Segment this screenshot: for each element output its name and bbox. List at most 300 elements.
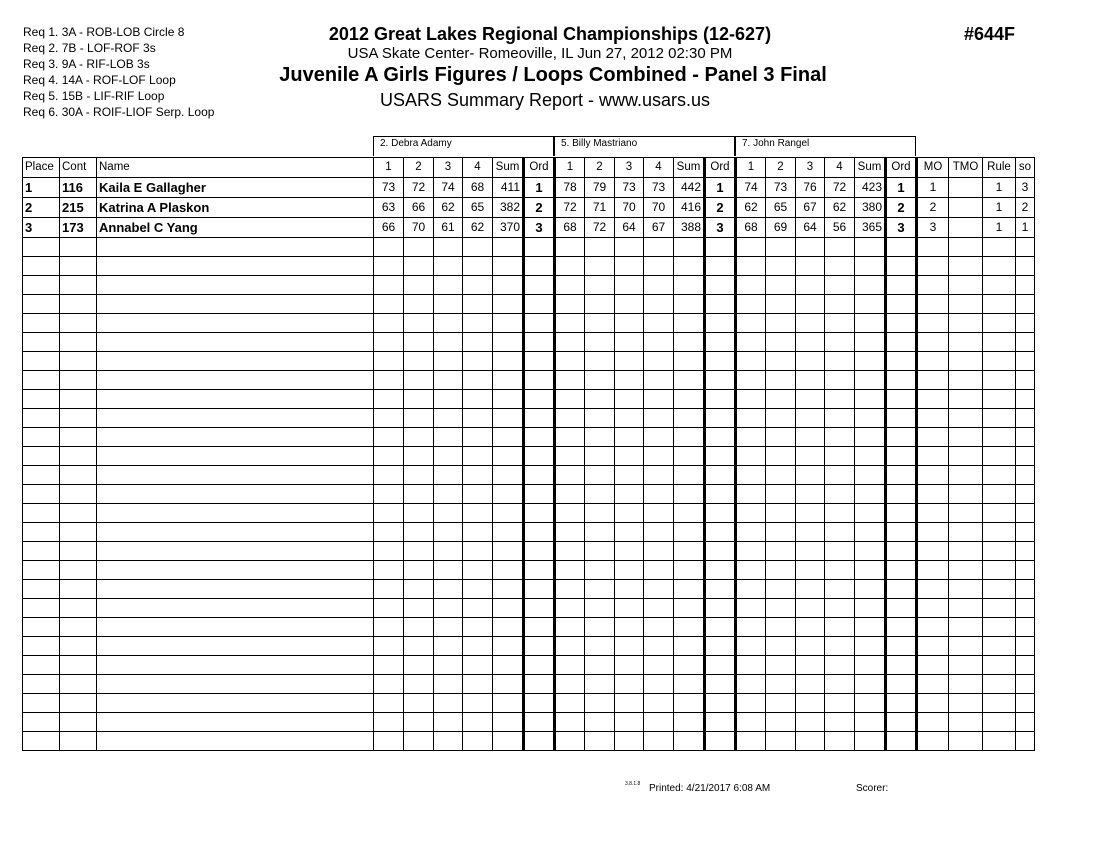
table-cell: [736, 409, 766, 428]
table-cell: [493, 352, 524, 371]
table-cell: [1016, 276, 1035, 295]
table-cell: [949, 295, 983, 314]
table-cell: [555, 390, 585, 409]
table-cell: 1: [886, 178, 917, 198]
table-cell: [524, 694, 555, 713]
table-cell: [796, 618, 825, 637]
table-cell: [736, 580, 766, 599]
table-cell: 416: [674, 198, 705, 218]
table-cell: [983, 390, 1016, 409]
table-cell: [736, 656, 766, 675]
table-cell: [23, 295, 60, 314]
table-cell: [766, 485, 796, 504]
table-cell: [949, 580, 983, 599]
table-cell: [796, 447, 825, 466]
table-cell: [705, 371, 736, 390]
table-cell: [585, 561, 615, 580]
table-cell: [463, 238, 493, 257]
table-cell: [855, 352, 886, 371]
table-cell: [97, 390, 374, 409]
table-row: [23, 656, 1035, 675]
table-cell: [463, 694, 493, 713]
table-cell: [674, 504, 705, 523]
table-cell: [705, 428, 736, 447]
table-cell: [825, 523, 855, 542]
table-cell: [886, 580, 917, 599]
table-cell: 73: [615, 178, 644, 198]
table-cell: [97, 333, 374, 352]
table-row: [23, 466, 1035, 485]
column-header: 2: [766, 158, 796, 178]
table-cell: 72: [404, 178, 434, 198]
table-cell: [705, 485, 736, 504]
table-cell: [555, 504, 585, 523]
judge-header-3: 7. John Rangel: [735, 136, 916, 156]
table-cell: [674, 409, 705, 428]
table-cell: [917, 485, 949, 504]
table-row: [23, 428, 1035, 447]
table-cell: [886, 333, 917, 352]
table-cell: [855, 257, 886, 276]
table-cell: [766, 238, 796, 257]
table-cell: [644, 599, 674, 618]
table-cell: [434, 276, 463, 295]
table-cell: [644, 295, 674, 314]
table-cell: [674, 257, 705, 276]
table-cell: [97, 352, 374, 371]
table-cell: [983, 485, 1016, 504]
table-cell: [60, 561, 97, 580]
table-cell: [493, 485, 524, 504]
table-cell: [97, 295, 374, 314]
table-cell: [886, 599, 917, 618]
table-cell: [615, 713, 644, 732]
table-cell: 1: [983, 218, 1016, 238]
table-cell: [524, 447, 555, 466]
table-cell: [615, 409, 644, 428]
table-cell: [434, 428, 463, 447]
table-cell: [855, 466, 886, 485]
column-header: 4: [463, 158, 493, 178]
table-cell: [705, 295, 736, 314]
table-cell: 411: [493, 178, 524, 198]
table-cell: [555, 352, 585, 371]
table-cell: [60, 238, 97, 257]
table-cell: [524, 504, 555, 523]
table-cell: [736, 447, 766, 466]
table-cell: [705, 713, 736, 732]
table-cell: 388: [674, 218, 705, 238]
table-cell: [60, 599, 97, 618]
table-cell: [615, 428, 644, 447]
table-row: [23, 523, 1035, 542]
table-cell: [644, 409, 674, 428]
column-header: 3: [796, 158, 825, 178]
table-cell: [644, 694, 674, 713]
table-cell: [97, 523, 374, 542]
table-cell: [917, 466, 949, 485]
table-cell: 3: [524, 218, 555, 238]
table-cell: [949, 542, 983, 561]
table-row: [23, 178, 1035, 198]
requirements-list: [23, 24, 214, 120]
table-cell: [1016, 390, 1035, 409]
table-cell: [855, 428, 886, 447]
table-cell: [374, 713, 404, 732]
table-cell: 67: [796, 198, 825, 218]
table-cell: [463, 371, 493, 390]
table-cell: [1016, 694, 1035, 713]
table-cell: [23, 238, 60, 257]
table-cell: [825, 637, 855, 656]
table-cell: 69: [766, 218, 796, 238]
table-cell: [23, 371, 60, 390]
column-header: 3: [615, 158, 644, 178]
table-cell: [434, 238, 463, 257]
table-cell: [374, 618, 404, 637]
table-cell: [1016, 333, 1035, 352]
table-cell: [917, 257, 949, 276]
table-cell: [60, 428, 97, 447]
table-cell: [917, 390, 949, 409]
table-cell: [674, 580, 705, 599]
table-cell: [404, 656, 434, 675]
table-cell: [493, 732, 524, 751]
table-cell: [983, 675, 1016, 694]
table-cell: [97, 618, 374, 637]
table-cell: [555, 447, 585, 466]
table-cell: [825, 656, 855, 675]
table-cell: [736, 257, 766, 276]
table-cell: [825, 599, 855, 618]
table-cell: [493, 713, 524, 732]
table-cell: [825, 409, 855, 428]
table-cell: [615, 656, 644, 675]
table-cell: 79: [585, 178, 615, 198]
table-cell: 370: [493, 218, 524, 238]
table-cell: 62: [463, 218, 493, 238]
table-cell: [917, 675, 949, 694]
table-cell: [434, 656, 463, 675]
table-cell: [524, 257, 555, 276]
table-cell: [60, 675, 97, 694]
table-cell: [736, 637, 766, 656]
table-row: [23, 295, 1035, 314]
table-cell: [983, 713, 1016, 732]
printed-timestamp: Printed: 4/21/2017 6:08 AM: [649, 783, 771, 794]
table-cell: [97, 238, 374, 257]
table-cell: [855, 409, 886, 428]
table-cell: [983, 352, 1016, 371]
table-cell: [524, 580, 555, 599]
table-cell: [766, 599, 796, 618]
table-cell: [705, 352, 736, 371]
table-cell: [825, 694, 855, 713]
table-cell: [796, 504, 825, 523]
table-cell: [97, 276, 374, 295]
table-cell: [97, 485, 374, 504]
table-cell: [404, 333, 434, 352]
table-cell: [644, 523, 674, 542]
requirement-item: Req 6. 30A - ROIF-LIOF Serp. Loop: [23, 105, 215, 119]
table-cell: [23, 504, 60, 523]
table-cell: [374, 371, 404, 390]
table-cell: [705, 257, 736, 276]
table-cell: [555, 409, 585, 428]
table-cell: [434, 390, 463, 409]
table-cell: [463, 428, 493, 447]
table-cell: [949, 656, 983, 675]
table-cell: [796, 257, 825, 276]
table-cell: Katrina A Plaskon: [97, 198, 374, 218]
table-cell: [585, 637, 615, 656]
table-cell: 64: [796, 218, 825, 238]
table-cell: [97, 656, 374, 675]
table-cell: [855, 333, 886, 352]
table-cell: [524, 561, 555, 580]
table-cell: [493, 295, 524, 314]
table-cell: [1016, 599, 1035, 618]
table-cell: [674, 656, 705, 675]
table-cell: 70: [644, 198, 674, 218]
table-cell: 1: [705, 178, 736, 198]
requirement-item: Req 1. 3A - ROB-LOB Circle 8: [23, 25, 185, 39]
table-cell: [493, 409, 524, 428]
table-cell: 3: [705, 218, 736, 238]
table-cell: [1016, 466, 1035, 485]
table-row: [23, 675, 1035, 694]
table-cell: [23, 542, 60, 561]
table-cell: [524, 466, 555, 485]
table-cell: [766, 675, 796, 694]
table-cell: 380: [855, 198, 886, 218]
table-cell: [674, 238, 705, 257]
table-row: [23, 238, 1035, 257]
table-cell: [585, 428, 615, 447]
table-cell: [524, 713, 555, 732]
table-cell: [886, 257, 917, 276]
table-cell: [917, 523, 949, 542]
table-cell: [674, 333, 705, 352]
table-cell: [615, 580, 644, 599]
table-row: [23, 314, 1035, 333]
table-row: [23, 257, 1035, 276]
table-cell: [917, 732, 949, 751]
table-cell: [705, 504, 736, 523]
table-cell: [855, 675, 886, 694]
table-cell: [736, 618, 766, 637]
table-cell: [434, 713, 463, 732]
table-cell: [796, 295, 825, 314]
table-cell: [796, 542, 825, 561]
table-row: [23, 447, 1035, 466]
table-cell: [796, 599, 825, 618]
table-cell: [886, 656, 917, 675]
table-cell: [674, 314, 705, 333]
table-cell: [644, 428, 674, 447]
table-cell: [60, 618, 97, 637]
table-cell: [983, 333, 1016, 352]
table-cell: [796, 523, 825, 542]
table-cell: [23, 447, 60, 466]
table-cell: [949, 390, 983, 409]
table-cell: [917, 542, 949, 561]
table-cell: [404, 295, 434, 314]
table-cell: [949, 352, 983, 371]
table-cell: [705, 637, 736, 656]
table-cell: [23, 485, 60, 504]
table-cell: [97, 732, 374, 751]
table-cell: [374, 295, 404, 314]
table-cell: [949, 447, 983, 466]
table-cell: [493, 238, 524, 257]
table-row: [23, 218, 1035, 238]
table-cell: [1016, 656, 1035, 675]
table-cell: [1016, 637, 1035, 656]
table-cell: 64: [615, 218, 644, 238]
table-cell: [949, 371, 983, 390]
table-cell: [736, 314, 766, 333]
table-cell: [674, 276, 705, 295]
table-cell: [766, 390, 796, 409]
table-cell: [825, 428, 855, 447]
table-cell: [1016, 732, 1035, 751]
table-cell: [23, 599, 60, 618]
table-cell: [736, 238, 766, 257]
column-header: 1: [555, 158, 585, 178]
table-cell: [374, 257, 404, 276]
table-cell: [585, 504, 615, 523]
table-cell: 63: [374, 198, 404, 218]
table-cell: [615, 637, 644, 656]
table-cell: [705, 694, 736, 713]
table-cell: [796, 238, 825, 257]
table-cell: [1016, 314, 1035, 333]
table-cell: [705, 675, 736, 694]
table-cell: [23, 333, 60, 352]
table-cell: 116: [60, 178, 97, 198]
table-cell: [674, 675, 705, 694]
table-cell: [983, 599, 1016, 618]
event-title: Juvenile A Girls Figures / Loops Combined - Panel 3 Final: [279, 64, 827, 86]
table-cell: 74: [434, 178, 463, 198]
table-cell: [886, 542, 917, 561]
table-cell: [60, 466, 97, 485]
table-cell: [1016, 675, 1035, 694]
table-cell: [766, 637, 796, 656]
table-cell: [374, 637, 404, 656]
table-cell: [983, 732, 1016, 751]
table-cell: 71: [585, 198, 615, 218]
table-cell: [855, 504, 886, 523]
table-cell: [766, 257, 796, 276]
table-cell: [796, 390, 825, 409]
table-cell: [615, 238, 644, 257]
table-cell: [463, 295, 493, 314]
table-cell: [555, 561, 585, 580]
table-cell: [585, 732, 615, 751]
table-cell: [674, 694, 705, 713]
table-cell: [949, 523, 983, 542]
table-cell: 215: [60, 198, 97, 218]
table-cell: [855, 390, 886, 409]
table-cell: [434, 637, 463, 656]
table-cell: 62: [736, 198, 766, 218]
table-cell: [374, 580, 404, 599]
table-cell: [917, 371, 949, 390]
table-cell: [374, 694, 404, 713]
table-cell: 3: [917, 218, 949, 238]
table-cell: [674, 542, 705, 561]
table-cell: [404, 257, 434, 276]
table-cell: [615, 523, 644, 542]
table-cell: [615, 694, 644, 713]
table-cell: [97, 314, 374, 333]
table-cell: [97, 580, 374, 599]
table-cell: 65: [463, 198, 493, 218]
table-cell: [766, 523, 796, 542]
table-row: [23, 561, 1035, 580]
table-cell: [766, 352, 796, 371]
table-cell: [766, 314, 796, 333]
table-cell: [736, 295, 766, 314]
column-header: Sum: [674, 158, 705, 178]
table-cell: [886, 675, 917, 694]
table-cell: 2: [886, 198, 917, 218]
table-cell: [615, 675, 644, 694]
table-cell: [674, 390, 705, 409]
table-cell: [434, 409, 463, 428]
column-header: MO: [917, 158, 949, 178]
table-cell: [674, 466, 705, 485]
table-cell: 70: [615, 198, 644, 218]
table-cell: [404, 542, 434, 561]
table-row: [23, 618, 1035, 637]
table-cell: [404, 618, 434, 637]
table-cell: [983, 295, 1016, 314]
table-cell: [97, 694, 374, 713]
table-cell: 3: [23, 218, 60, 238]
table-cell: [463, 523, 493, 542]
table-cell: [60, 314, 97, 333]
table-cell: [705, 390, 736, 409]
table-cell: [404, 561, 434, 580]
table-cell: 72: [555, 198, 585, 218]
table-cell: [493, 694, 524, 713]
table-cell: [674, 447, 705, 466]
table-cell: [585, 713, 615, 732]
table-cell: [855, 447, 886, 466]
table-cell: [1016, 409, 1035, 428]
table-cell: [615, 561, 644, 580]
table-cell: [796, 732, 825, 751]
table-cell: [644, 276, 674, 295]
column-header: Sum: [493, 158, 524, 178]
table-cell: [615, 504, 644, 523]
table-cell: [766, 466, 796, 485]
table-cell: [766, 542, 796, 561]
table-cell: 2: [705, 198, 736, 218]
table-cell: [1016, 713, 1035, 732]
table-cell: [983, 409, 1016, 428]
table-cell: [615, 352, 644, 371]
table-cell: [855, 371, 886, 390]
table-cell: [97, 637, 374, 656]
table-cell: [825, 504, 855, 523]
table-cell: [434, 694, 463, 713]
table-cell: [766, 276, 796, 295]
table-cell: [524, 352, 555, 371]
